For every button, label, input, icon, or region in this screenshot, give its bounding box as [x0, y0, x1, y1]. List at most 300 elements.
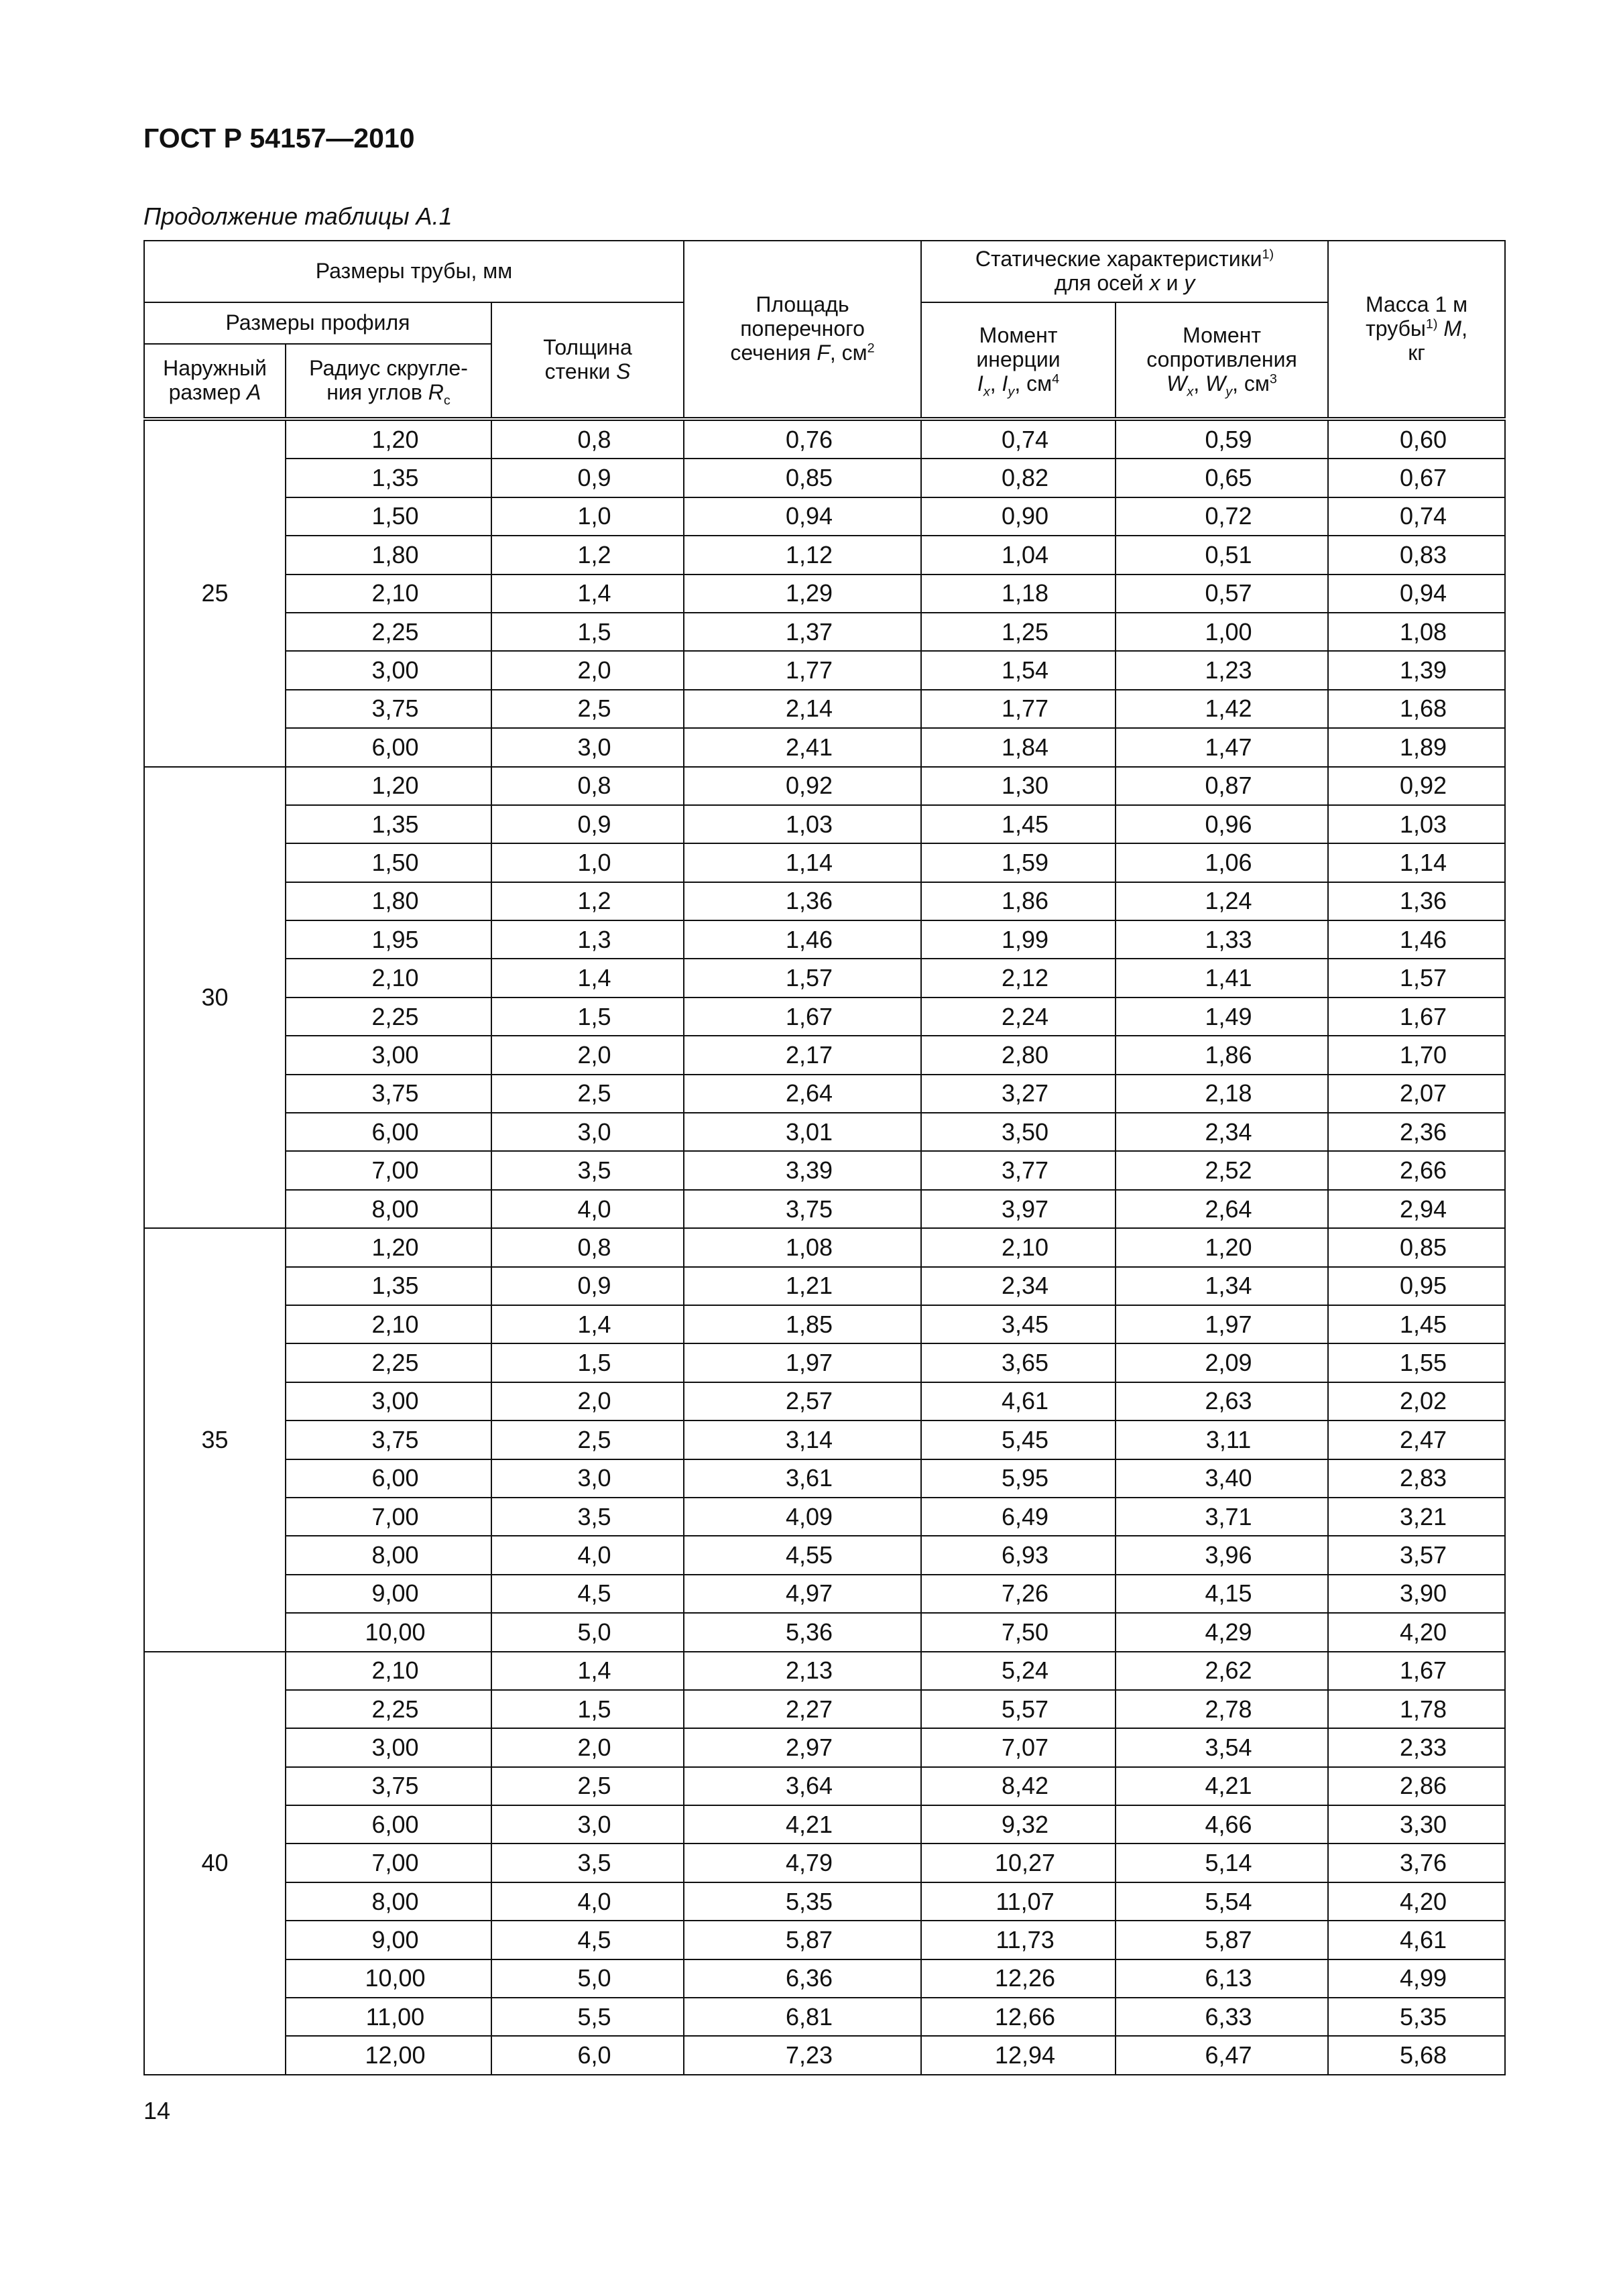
- table-body: [144, 419, 1505, 2075]
- inertia-cell: 2,34: [921, 1267, 1116, 1305]
- radius-cell: 3,00: [286, 1036, 491, 1074]
- header-area: Площадь поперечного сечения F, $см^2$: [684, 241, 921, 419]
- radius-cell: 2,10: [286, 1305, 491, 1343]
- radius-cell: 3,00: [286, 1728, 491, 1766]
- thickness-cell: 2,0: [491, 1382, 684, 1421]
- radius-cell: 1,20: [286, 1228, 491, 1266]
- resistance-cell: 1,20: [1116, 1228, 1328, 1266]
- area-cell: 0,94: [684, 497, 921, 536]
- table-row: [144, 1036, 1505, 1074]
- area-cell: 1,14: [684, 843, 921, 882]
- page-number: 14: [143, 2097, 171, 2124]
- inertia-cell: 11,07: [921, 1882, 1116, 1921]
- header-outer-size: Наружный размер A: [144, 344, 286, 419]
- radius-cell: 3,75: [286, 1421, 491, 1459]
- mass-cell: 4,20: [1328, 1613, 1505, 1651]
- radius-cell: 6,00: [286, 1113, 491, 1151]
- resistance-cell: 0,57: [1116, 575, 1328, 613]
- resistance-cell: 1,00: [1116, 613, 1328, 651]
- resistance-cell: 0,87: [1116, 767, 1328, 805]
- inertia-cell: 6,49: [921, 1498, 1116, 1536]
- thickness-cell: 1,5: [491, 1690, 684, 1728]
- thickness-cell: 0,9: [491, 1267, 684, 1305]
- resistance-cell: 4,29: [1116, 1613, 1328, 1651]
- inertia-cell: 0,90: [921, 497, 1116, 536]
- table-row: [144, 1536, 1505, 1574]
- mass-cell: 1,14: [1328, 843, 1505, 882]
- inertia-cell: 1,18: [921, 575, 1116, 613]
- outer-size-cell: 30: [144, 767, 286, 1229]
- thickness-cell: 4,0: [491, 1190, 684, 1228]
- thickness-cell: 1,4: [491, 575, 684, 613]
- thickness-cell: 2,5: [491, 690, 684, 728]
- resistance-cell: 6,47: [1116, 2036, 1328, 2074]
- area-cell: 1,08: [684, 1228, 921, 1266]
- thickness-cell: 0,8: [491, 419, 684, 459]
- table-row: [144, 1151, 1505, 1189]
- thickness-cell: 4,0: [491, 1882, 684, 1921]
- radius-cell: 2,10: [286, 959, 491, 997]
- inertia-cell: 8,42: [921, 1767, 1116, 1805]
- radius-cell: 1,50: [286, 497, 491, 536]
- table-row: [144, 1921, 1505, 1959]
- table-row: [144, 1382, 1505, 1421]
- mass-cell: 1,03: [1328, 805, 1505, 843]
- thickness-cell: 3,0: [491, 1113, 684, 1151]
- header-profile-sizes: Размеры профиля: [144, 302, 491, 344]
- radius-cell: 1,95: [286, 920, 491, 959]
- table-row: [144, 1305, 1505, 1343]
- area-cell: 3,61: [684, 1459, 921, 1498]
- resistance-cell: 1,97: [1116, 1305, 1328, 1343]
- radius-cell: 1,20: [286, 419, 491, 459]
- mass-cell: 0,74: [1328, 497, 1505, 536]
- inertia-cell: 1,30: [921, 767, 1116, 805]
- inertia-cell: 1,04: [921, 536, 1116, 574]
- radius-cell: 1,35: [286, 459, 491, 497]
- table-row: [144, 497, 1505, 536]
- resistance-cell: 0,96: [1116, 805, 1328, 843]
- inertia-cell: 7,50: [921, 1613, 1116, 1651]
- table-row: [144, 1728, 1505, 1766]
- table-row: [144, 843, 1505, 882]
- inertia-cell: 1,86: [921, 882, 1116, 920]
- resistance-cell: 1,86: [1116, 1036, 1328, 1074]
- resistance-cell: 5,87: [1116, 1921, 1328, 1959]
- table-row: [144, 1690, 1505, 1728]
- mass-cell: 1,57: [1328, 959, 1505, 997]
- thickness-cell: 1,4: [491, 1652, 684, 1690]
- radius-cell: 3,75: [286, 690, 491, 728]
- area-cell: 1,46: [684, 920, 921, 959]
- mass-cell: 0,94: [1328, 575, 1505, 613]
- thickness-cell: 5,0: [491, 1613, 684, 1651]
- area-cell: 1,57: [684, 959, 921, 997]
- mass-cell: 1,67: [1328, 1652, 1505, 1690]
- thickness-cell: 2,5: [491, 1075, 684, 1113]
- inertia-cell: 4,61: [921, 1382, 1116, 1421]
- mass-cell: 5,35: [1328, 1998, 1505, 2036]
- inertia-cell: 3,97: [921, 1190, 1116, 1228]
- radius-cell: 12,00: [286, 2036, 491, 2074]
- resistance-cell: 3,54: [1116, 1728, 1328, 1766]
- header-radius: Радиус скругле- ния углов $R_с$: [286, 344, 491, 419]
- table-row: [144, 1498, 1505, 1536]
- table-row: [144, 1075, 1505, 1113]
- thickness-cell: 4,5: [491, 1575, 684, 1613]
- thickness-cell: 4,5: [491, 1921, 684, 1959]
- thickness-cell: 3,5: [491, 1844, 684, 1882]
- area-cell: 1,36: [684, 882, 921, 920]
- resistance-cell: 3,40: [1116, 1459, 1328, 1498]
- thickness-cell: 1,2: [491, 536, 684, 574]
- area-cell: 1,77: [684, 651, 921, 689]
- mass-cell: 1,89: [1328, 728, 1505, 766]
- inertia-cell: 2,80: [921, 1036, 1116, 1074]
- resistance-cell: 2,52: [1116, 1151, 1328, 1189]
- inertia-cell: 12,26: [921, 1959, 1116, 1998]
- inertia-cell: 9,32: [921, 1805, 1116, 1844]
- inertia-cell: 6,93: [921, 1536, 1116, 1574]
- radius-cell: 2,25: [286, 613, 491, 651]
- area-cell: 1,37: [684, 613, 921, 651]
- thickness-cell: 0,8: [491, 767, 684, 805]
- outer-size-cell: 25: [144, 419, 286, 767]
- radius-cell: 8,00: [286, 1882, 491, 1921]
- inertia-cell: 12,66: [921, 1998, 1116, 2036]
- inertia-cell: 1,99: [921, 920, 1116, 959]
- table-row: [144, 690, 1505, 728]
- mass-cell: 3,76: [1328, 1844, 1505, 1882]
- mass-cell: 0,67: [1328, 459, 1505, 497]
- thickness-cell: 1,0: [491, 497, 684, 536]
- radius-cell: 3,00: [286, 651, 491, 689]
- mass-cell: 1,70: [1328, 1036, 1505, 1074]
- inertia-cell: 0,74: [921, 419, 1116, 459]
- radius-cell: 2,25: [286, 1690, 491, 1728]
- thickness-cell: 2,0: [491, 651, 684, 689]
- radius-cell: 1,35: [286, 805, 491, 843]
- thickness-cell: 0,9: [491, 459, 684, 497]
- table-row: [144, 1613, 1505, 1651]
- radius-cell: 9,00: [286, 1575, 491, 1613]
- area-cell: 0,85: [684, 459, 921, 497]
- resistance-cell: 4,21: [1116, 1767, 1328, 1805]
- area-cell: 6,36: [684, 1959, 921, 1998]
- table-row: [144, 459, 1505, 497]
- thickness-cell: 0,8: [491, 1228, 684, 1266]
- radius-cell: 6,00: [286, 1805, 491, 1844]
- area-cell: 0,92: [684, 767, 921, 805]
- inertia-cell: 3,50: [921, 1113, 1116, 1151]
- table-row: [144, 419, 1505, 459]
- mass-cell: 2,47: [1328, 1421, 1505, 1459]
- resistance-cell: 2,09: [1116, 1343, 1328, 1382]
- resistance-cell: 1,49: [1116, 998, 1328, 1036]
- resistance-cell: 6,33: [1116, 1998, 1328, 2036]
- resistance-cell: 0,59: [1116, 419, 1328, 459]
- table-row: [144, 882, 1505, 920]
- inertia-cell: 2,12: [921, 959, 1116, 997]
- header-pipe-sizes: Размеры трубы, мм: [144, 241, 684, 302]
- area-cell: 4,21: [684, 1805, 921, 1844]
- thickness-cell: 5,0: [491, 1959, 684, 1998]
- inertia-cell: 2,10: [921, 1228, 1116, 1266]
- resistance-cell: 2,18: [1116, 1075, 1328, 1113]
- resistance-cell: 3,96: [1116, 1536, 1328, 1574]
- inertia-cell: 1,84: [921, 728, 1116, 766]
- area-cell: 1,67: [684, 998, 921, 1036]
- area-cell: 2,14: [684, 690, 921, 728]
- area-cell: 2,64: [684, 1075, 921, 1113]
- inertia-cell: 3,45: [921, 1305, 1116, 1343]
- mass-cell: 3,90: [1328, 1575, 1505, 1613]
- resistance-cell: 5,14: [1116, 1844, 1328, 1882]
- mass-cell: 0,92: [1328, 767, 1505, 805]
- table-row: [144, 959, 1505, 997]
- radius-cell: 7,00: [286, 1151, 491, 1189]
- area-cell: 1,97: [684, 1343, 921, 1382]
- table-row: [144, 1844, 1505, 1882]
- table-row: [144, 1228, 1505, 1266]
- area-cell: 2,41: [684, 728, 921, 766]
- thickness-cell: 1,4: [491, 959, 684, 997]
- resistance-cell: 1,24: [1116, 882, 1328, 920]
- thickness-cell: 5,5: [491, 1998, 684, 2036]
- radius-cell: 1,50: [286, 843, 491, 882]
- area-cell: 4,55: [684, 1536, 921, 1574]
- table-caption: Продолжение таблицы А.1: [143, 202, 453, 230]
- area-cell: 1,29: [684, 575, 921, 613]
- table-row: [144, 1190, 1505, 1228]
- area-cell: 2,57: [684, 1382, 921, 1421]
- thickness-cell: 1,2: [491, 882, 684, 920]
- radius-cell: 1,35: [286, 1267, 491, 1305]
- area-cell: 3,75: [684, 1190, 921, 1228]
- table-row: [144, 1959, 1505, 1998]
- inertia-cell: 7,26: [921, 1575, 1116, 1613]
- radius-cell: 2,10: [286, 575, 491, 613]
- radius-cell: 6,00: [286, 728, 491, 766]
- thickness-cell: 1,5: [491, 613, 684, 651]
- table-row: [144, 1459, 1505, 1498]
- inertia-cell: 11,73: [921, 1921, 1116, 1959]
- inertia-cell: 1,45: [921, 805, 1116, 843]
- mass-cell: 0,85: [1328, 1228, 1505, 1266]
- thickness-cell: 3,0: [491, 1459, 684, 1498]
- radius-cell: 7,00: [286, 1844, 491, 1882]
- mass-cell: 2,02: [1328, 1382, 1505, 1421]
- area-cell: 4,97: [684, 1575, 921, 1613]
- area-cell: 4,09: [684, 1498, 921, 1536]
- area-cell: 1,12: [684, 536, 921, 574]
- mass-cell: 0,60: [1328, 419, 1505, 459]
- radius-cell: 11,00: [286, 1998, 491, 2036]
- table-row: [144, 613, 1505, 651]
- table-row: [144, 767, 1505, 805]
- area-cell: 1,03: [684, 805, 921, 843]
- area-cell: 0,76: [684, 419, 921, 459]
- inertia-cell: 12,94: [921, 2036, 1116, 2074]
- resistance-cell: 4,15: [1116, 1575, 1328, 1613]
- resistance-cell: 1,33: [1116, 920, 1328, 959]
- inertia-cell: 1,25: [921, 613, 1116, 651]
- inertia-cell: 3,27: [921, 1075, 1116, 1113]
- area-cell: 3,64: [684, 1767, 921, 1805]
- area-cell: 1,85: [684, 1305, 921, 1343]
- mass-cell: 4,99: [1328, 1959, 1505, 1998]
- area-cell: 5,87: [684, 1921, 921, 1959]
- table-row: [144, 805, 1505, 843]
- mass-cell: 1,67: [1328, 998, 1505, 1036]
- resistance-cell: 2,34: [1116, 1113, 1328, 1151]
- thickness-cell: 3,5: [491, 1498, 684, 1536]
- resistance-cell: 1,23: [1116, 651, 1328, 689]
- inertia-cell: 3,77: [921, 1151, 1116, 1189]
- inertia-cell: 1,77: [921, 690, 1116, 728]
- radius-cell: 2,25: [286, 998, 491, 1036]
- table-row: [144, 1421, 1505, 1459]
- thickness-cell: 3,0: [491, 1805, 684, 1844]
- table-row: [144, 1113, 1505, 1151]
- mass-cell: 2,94: [1328, 1190, 1505, 1228]
- mass-cell: 1,68: [1328, 690, 1505, 728]
- resistance-cell: 2,62: [1116, 1652, 1328, 1690]
- radius-cell: 7,00: [286, 1498, 491, 1536]
- thickness-cell: 2,0: [491, 1728, 684, 1766]
- header-resistance: Момент сопротивления $W_x$, $W_y$, $см^3$: [1116, 302, 1328, 419]
- mass-cell: 1,08: [1328, 613, 1505, 651]
- area-cell: 7,23: [684, 2036, 921, 2074]
- mass-cell: 1,55: [1328, 1343, 1505, 1382]
- area-cell: 3,39: [684, 1151, 921, 1189]
- mass-cell: 0,95: [1328, 1267, 1505, 1305]
- resistance-cell: 0,65: [1116, 459, 1328, 497]
- outer-size-cell: 40: [144, 1652, 286, 2075]
- document-title: ГОСТ Р 54157—2010: [143, 123, 415, 154]
- thickness-cell: 2,0: [491, 1036, 684, 1074]
- thickness-cell: 2,5: [491, 1767, 684, 1805]
- resistance-cell: 2,78: [1116, 1690, 1328, 1728]
- mass-cell: 1,36: [1328, 882, 1505, 920]
- radius-cell: 3,00: [286, 1382, 491, 1421]
- thickness-cell: 1,5: [491, 1343, 684, 1382]
- area-cell: 4,79: [684, 1844, 921, 1882]
- inertia-cell: 5,57: [921, 1690, 1116, 1728]
- inertia-cell: 0,82: [921, 459, 1116, 497]
- table-row: [144, 536, 1505, 574]
- resistance-cell: 6,13: [1116, 1959, 1328, 1998]
- table-row: [144, 1767, 1505, 1805]
- radius-cell: 10,00: [286, 1613, 491, 1651]
- header-mass: Масса 1 м трубы$^{1)}$ M, кг: [1328, 241, 1505, 419]
- radius-cell: 3,75: [286, 1767, 491, 1805]
- table-row: [144, 920, 1505, 959]
- radius-cell: 1,20: [286, 767, 491, 805]
- area-cell: 2,13: [684, 1652, 921, 1690]
- thickness-cell: 3,0: [491, 728, 684, 766]
- table-row: [144, 1805, 1505, 1844]
- resistance-cell: 4,66: [1116, 1805, 1328, 1844]
- inertia-cell: 5,45: [921, 1421, 1116, 1459]
- thickness-cell: 4,0: [491, 1536, 684, 1574]
- area-cell: 3,14: [684, 1421, 921, 1459]
- thickness-cell: 1,0: [491, 843, 684, 882]
- resistance-cell: 1,06: [1116, 843, 1328, 882]
- radius-cell: 2,25: [286, 1343, 491, 1382]
- table-row: [144, 651, 1505, 689]
- mass-cell: 3,30: [1328, 1805, 1505, 1844]
- radius-cell: 2,10: [286, 1652, 491, 1690]
- inertia-cell: 1,54: [921, 651, 1116, 689]
- area-cell: 5,36: [684, 1613, 921, 1651]
- area-cell: 2,27: [684, 1690, 921, 1728]
- table-row: [144, 1652, 1505, 1690]
- inertia-cell: 3,65: [921, 1343, 1116, 1382]
- resistance-cell: 1,34: [1116, 1267, 1328, 1305]
- header-inertia: Момент инерции $I_x$, $I_y$, $см^4$: [921, 302, 1116, 419]
- thickness-cell: 1,4: [491, 1305, 684, 1343]
- resistance-cell: 5,54: [1116, 1882, 1328, 1921]
- radius-cell: 1,80: [286, 536, 491, 574]
- header-static-characteristics: Статические характеристики$^{1)}$ для осей x и y: [921, 241, 1328, 302]
- inertia-cell: 1,59: [921, 843, 1116, 882]
- table-row: [144, 728, 1505, 766]
- radius-cell: 8,00: [286, 1536, 491, 1574]
- inertia-cell: 2,24: [921, 998, 1116, 1036]
- mass-cell: 4,61: [1328, 1921, 1505, 1959]
- table-row: [144, 575, 1505, 613]
- radius-cell: 10,00: [286, 1959, 491, 1998]
- radius-cell: 8,00: [286, 1190, 491, 1228]
- mass-cell: 2,36: [1328, 1113, 1505, 1151]
- thickness-cell: 0,9: [491, 805, 684, 843]
- area-cell: 6,81: [684, 1998, 921, 2036]
- mass-cell: 2,83: [1328, 1459, 1505, 1498]
- mass-cell: 2,66: [1328, 1151, 1505, 1189]
- table-row: [144, 1267, 1505, 1305]
- area-cell: 2,17: [684, 1036, 921, 1074]
- thickness-cell: 1,3: [491, 920, 684, 959]
- table-row: [144, 1998, 1505, 2036]
- mass-cell: 1,45: [1328, 1305, 1505, 1343]
- area-cell: 5,35: [684, 1882, 921, 1921]
- mass-cell: 2,86: [1328, 1767, 1505, 1805]
- resistance-cell: 1,41: [1116, 959, 1328, 997]
- mass-cell: 4,20: [1328, 1882, 1505, 1921]
- mass-cell: 1,78: [1328, 1690, 1505, 1728]
- table-row: [144, 998, 1505, 1036]
- mass-cell: 0,83: [1328, 536, 1505, 574]
- table-row: [144, 2036, 1505, 2074]
- thickness-cell: 6,0: [491, 2036, 684, 2074]
- resistance-cell: 1,47: [1116, 728, 1328, 766]
- table-row: [144, 1575, 1505, 1613]
- radius-cell: 3,75: [286, 1075, 491, 1113]
- mass-cell: 2,33: [1328, 1728, 1505, 1766]
- mass-cell: 2,07: [1328, 1075, 1505, 1113]
- resistance-cell: 1,42: [1116, 690, 1328, 728]
- thickness-cell: 3,5: [491, 1151, 684, 1189]
- mass-cell: 3,21: [1328, 1498, 1505, 1536]
- outer-size-cell: 35: [144, 1228, 286, 1651]
- radius-cell: 9,00: [286, 1921, 491, 1959]
- mass-cell: 5,68: [1328, 2036, 1505, 2074]
- inertia-cell: 10,27: [921, 1844, 1116, 1882]
- resistance-cell: 3,11: [1116, 1421, 1328, 1459]
- inertia-cell: 5,95: [921, 1459, 1116, 1498]
- resistance-cell: 2,64: [1116, 1190, 1328, 1228]
